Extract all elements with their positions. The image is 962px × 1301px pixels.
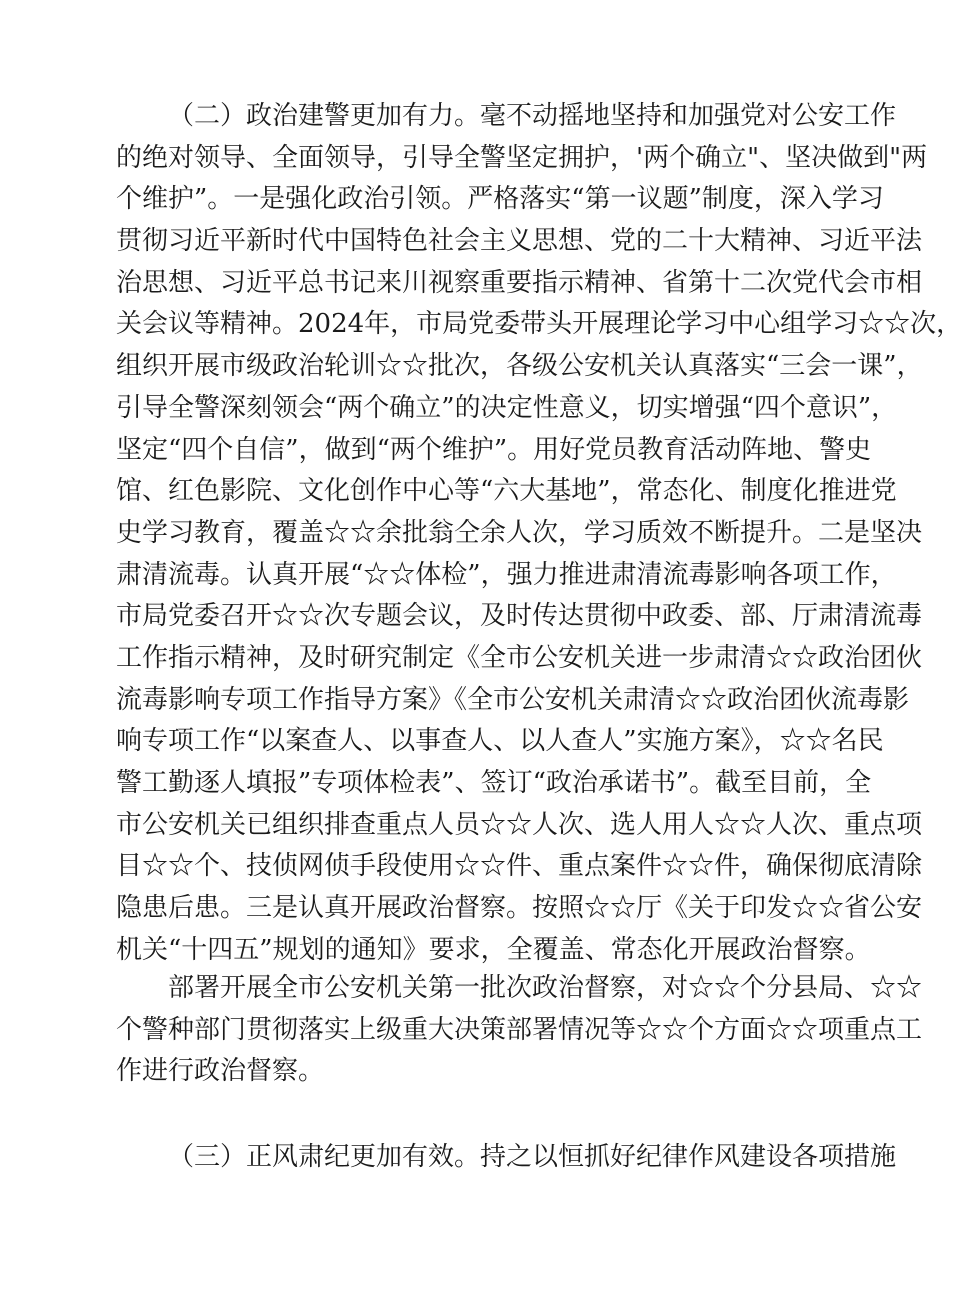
- text-line: 肃清流毒。认真开展“☆☆体检”，强力推进肃清流毒影响各项工作，: [116, 559, 897, 590]
- text-line: 隐患后患。三是认真开展政治督察。按照☆☆厅《关于印发☆☆省公安: [116, 893, 923, 924]
- text-line: 机关“十四五”规划的通知》要求，全覆盖、常态化开展政治督察。: [116, 934, 871, 965]
- text-line: 馆、红色影院、文化创作中心等“六大基地”，常态化、制度化推进党: [116, 476, 897, 507]
- text-line: 坚定“四个自信”，做到“两个维护”。用好党员教育活动阵地、警史: [116, 434, 872, 465]
- text-line: 的绝对领导、全面领导，引导全警坚定拥护，'两个确立"、坚决做到"两: [116, 142, 928, 173]
- text-line: 警工勤逐人填报”专项体检表”、签订“政治承诺书”。截至目前，全: [116, 768, 872, 798]
- text-line: 响专项工作“以案查人、以事查人、以人查人”实施方案》，☆☆名民: [116, 726, 884, 757]
- text-line: 市公安机关已组织排查重点人员☆☆人次、选人用人☆☆人次、重点项: [116, 809, 923, 840]
- text-line: （二）政治建警更加有力。毫不动摇地坚持和加强党对公安工作: [168, 101, 897, 131]
- text-line: 个维护”。一是强化政治引领。严格落实“第一议题”制度，深入学习: [116, 184, 884, 215]
- text-line: 市局党委召开☆☆次专题会议，及时传达贯彻中政委、部、厅肃清流毒: [116, 601, 923, 632]
- text-line: 工作指示精神，及时研究制定《全市公安机关进一步肃清☆☆政治团伙: [116, 642, 923, 673]
- paragraph-political-inspection: [116, 968, 923, 1093]
- text-line: 流毒影响专项工作指导方案》《全市公安机关肃清☆☆政治团伙流毒影: [116, 684, 910, 715]
- text-line: 关会议等精神。2024年，市局党委带头开展理论学习中心组学习☆☆次，: [116, 309, 962, 340]
- text-line: 目☆☆个、技侦网侦手段使用☆☆件、重点案件☆☆件，确保彻底清除: [116, 851, 923, 882]
- text-line: 贯彻习近平新时代中国特色社会主义思想、党的二十大精神、习近平法: [116, 226, 923, 257]
- text-line: 治思想、习近平总书记来川视察重要指示精神、省第十二次党代会市相: [116, 267, 923, 298]
- paragraph-discipline: [116, 1137, 897, 1179]
- text-line: 引导全警深刻领会“两个确立”的决定性意义，切实增强“四个意识”，: [116, 392, 898, 423]
- text-line: 个警种部门贯彻落实上级重大决策部署情况等☆☆个方面☆☆项重点工: [116, 1014, 923, 1045]
- text-line: 史学习教育，覆盖☆☆余批翁仝余人次，学习质效不断提升。二是坚决: [116, 517, 923, 548]
- paragraph-political-building: [116, 96, 962, 971]
- text-line: 部署开展全市公安机关第一批次政治督察，对☆☆个分县局、☆☆: [168, 973, 923, 1003]
- text-line: （三）正风肃纪更加有效。持之以恒抓好纪律作风建设各项措施: [168, 1142, 897, 1172]
- text-line: 作进行政治督察。: [116, 1056, 325, 1087]
- text-line: 组织开展市级政治轮训☆☆批次，各级公安机关认真落实“三会一课”，: [116, 351, 923, 382]
